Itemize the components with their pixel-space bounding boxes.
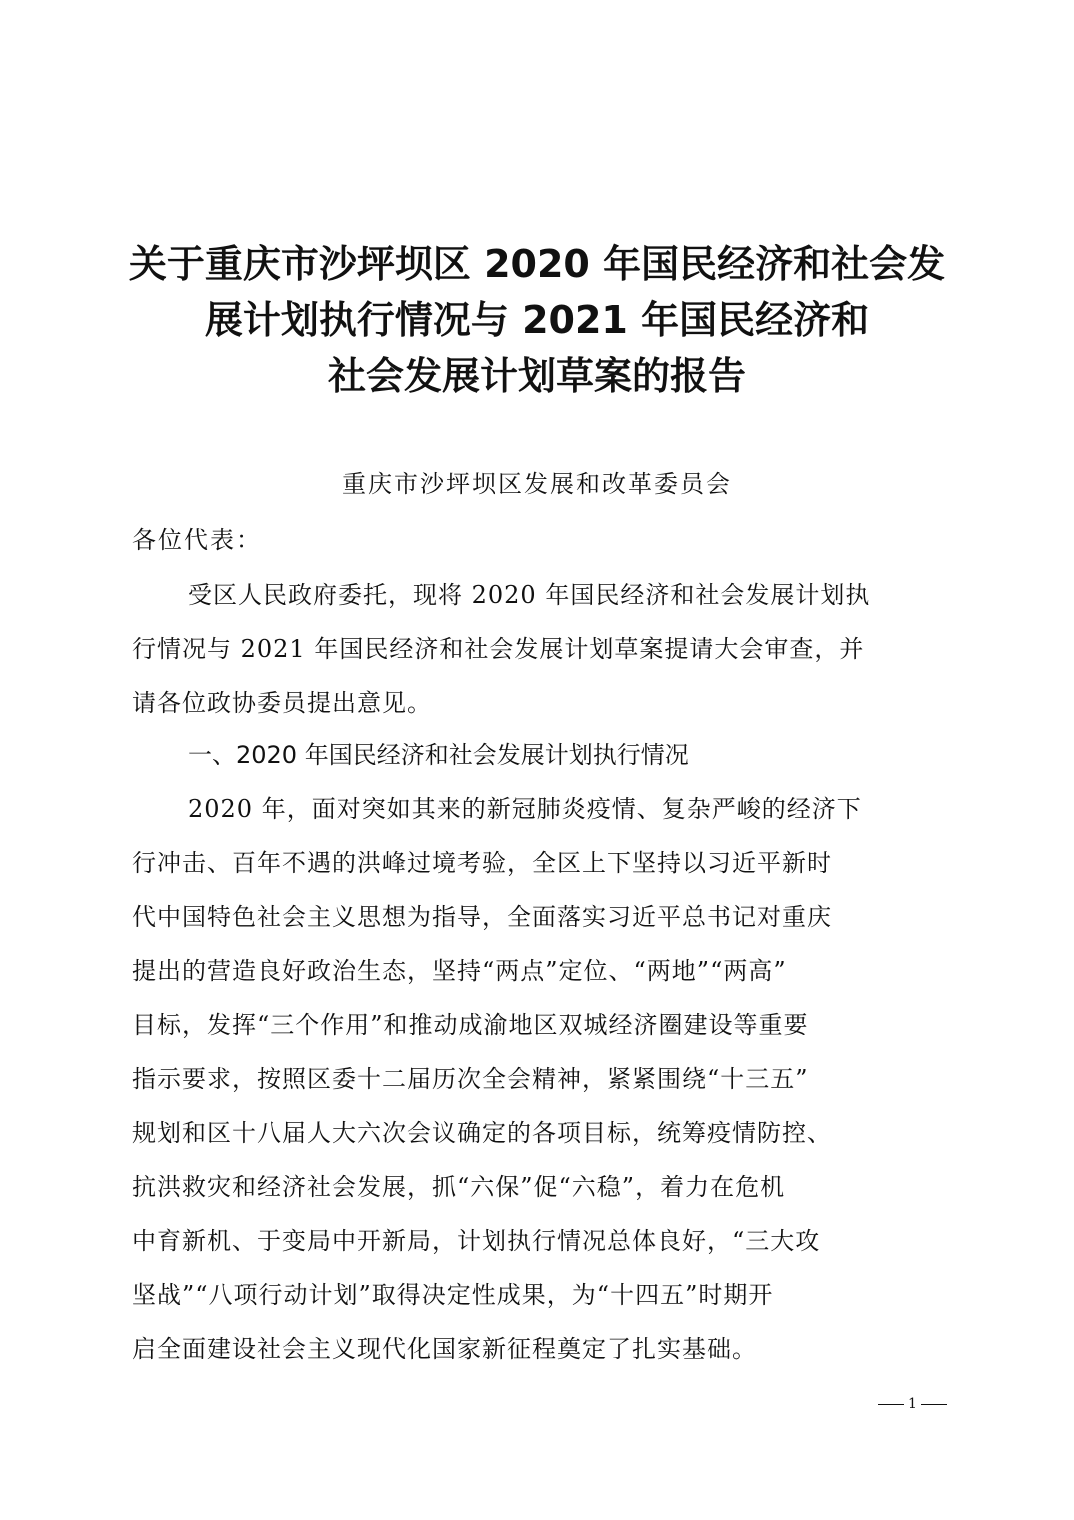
paragraph-line: 启全面建设社会主义现代化国家新征程奠定了扎实基础。 (132, 1335, 757, 1363)
page-number: 1 (908, 1396, 917, 1412)
section-heading: 一、2020 年国民经济和社会发展计划执行情况 (188, 741, 689, 769)
paragraph-line: 抗洪救灾和经济社会发展，抓“六保”促“六稳”，着力在危机 (132, 1173, 786, 1201)
footer-dash-left (878, 1404, 904, 1405)
body-paragraph (132, 782, 944, 1376)
document-title (110, 236, 964, 404)
paragraph-line: 代中国特色社会主义思想为指导，全面落实习近平总书记对重庆 (132, 903, 832, 931)
paragraph-line: 规划和区十八届人大六次会议确定的各项目标，统筹疫情防控、 (132, 1119, 832, 1147)
paragraph-line: 行情况与 2021 年国民经济和社会发展计划草案提请大会审查，并 (132, 635, 865, 663)
paragraph-line: 受区人民政府委托，现将 2020 年国民经济和社会发展计划执 (188, 581, 871, 609)
footer-dash-right (921, 1404, 947, 1405)
greeting: 各位代表： (132, 526, 262, 554)
page-footer (874, 1396, 951, 1412)
paragraph-line: 坚战”“八项行动计划”取得决定性成果，为“十四五”时期开 (132, 1281, 774, 1309)
intro-paragraph (132, 568, 944, 730)
title-line: 展计划执行情况与 2021 年国民经济和 (204, 298, 870, 342)
issuer-name: 重庆市沙坪坝区发展和改革委员会 (342, 470, 732, 498)
paragraph-line: 2020 年，面对突如其来的新冠肺炎疫情、复杂严峻的经济下 (188, 795, 862, 823)
paragraph-line: 提出的营造良好政治生态，坚持“两点”定位、“两地”“两高” (132, 957, 787, 985)
paragraph-line: 目标，发挥“三个作用”和推动成渝地区双城经济圈建设等重要 (132, 1011, 809, 1039)
paragraph-line: 请各位政协委员提出意见。 (132, 689, 432, 717)
paragraph-line: 指示要求，按照区委十二届历次全会精神，紧紧围绕“十三五” (132, 1065, 809, 1093)
title-line: 关于重庆市沙坪坝区 2020 年国民经济和社会发 (128, 242, 946, 286)
paragraph-line: 中育新机、于变局中开新局，计划执行情况总体良好，“三大攻 (132, 1227, 821, 1255)
paragraph-line: 行冲击、百年不遇的洪峰过境考验，全区上下坚持以习近平新时 (132, 849, 832, 877)
title-line: 社会发展计划草案的报告 (327, 354, 746, 398)
